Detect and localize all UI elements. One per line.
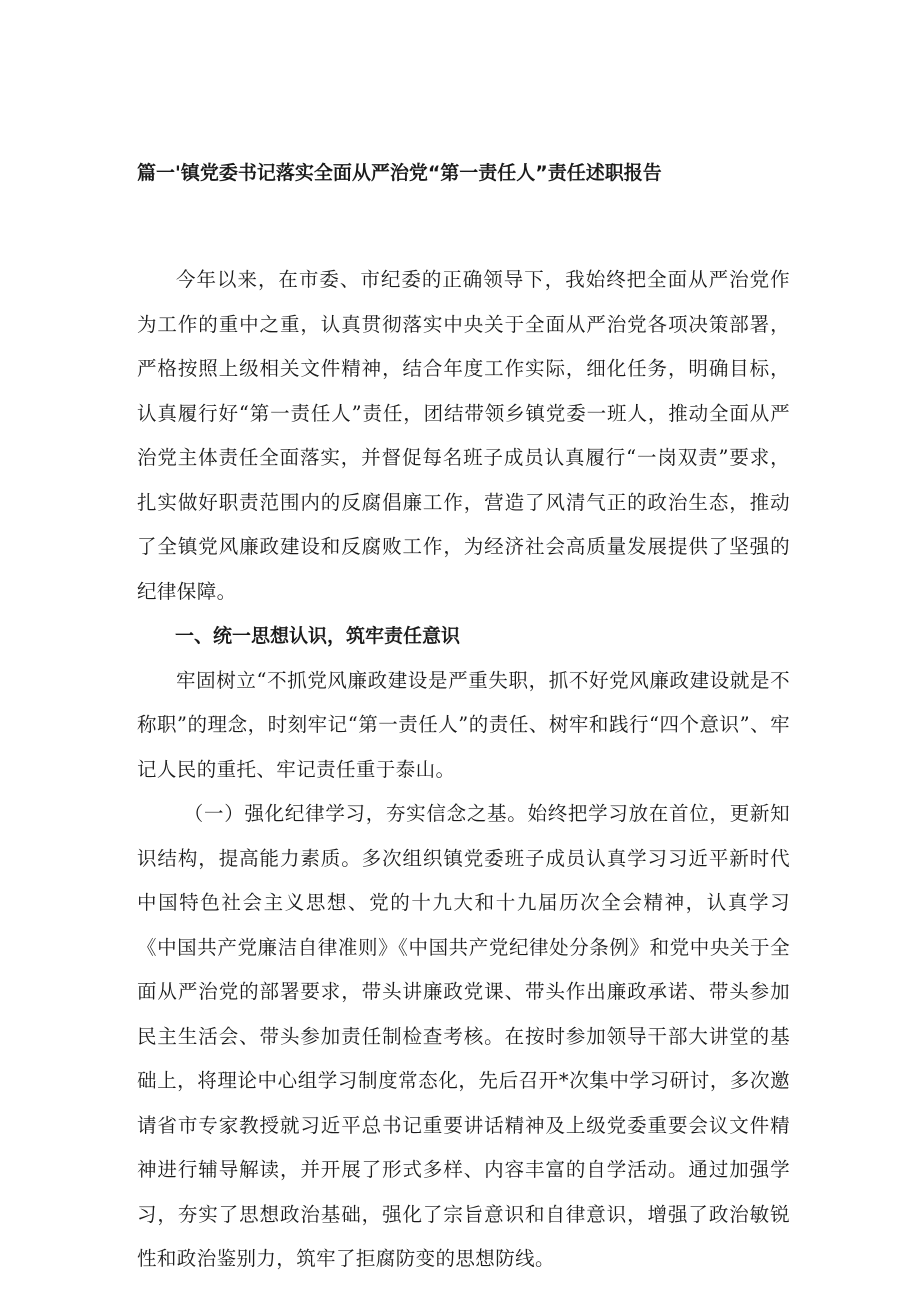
intro-paragraph: 今年以来，在市委、市纪委的正确领导下，我始终把全面从严治党作为工作的重中之重，认真贯彻落实中央关于全面从严治党各项决策部署，严格按照上级相关文件精神，结合年度工作实际，细化任务，明确目标，认真履行好“第一责任人”责任，团结带领乡镇党委一班人，推动全面从严治党主体责任全面落实，并督促每名班子成员认真履行“一岗双责”要求，扎实做好职责范围内的反腐倡廉工作，营造了风清气正的政治生态，推动了全镇党风廉政建设和反腐败工作，为经济社会高质量发展提供了坚强的纪律保障。: [137, 268, 790, 603]
section-paragraph: 牢固树立“不抓党风廉政建设是严重失职，抓不好党风廉政建设就是不称职”的理念，时刻牢记“第一责任人”的责任、树牢和践行“四个意识”、牢记人民的重托、牢记责任重于泰山。: [137, 668, 790, 781]
section-heading: 一、统一思想认识，筑牢责任意识: [175, 625, 461, 647]
document-title: 篇一'镇党委书记落实全面从严治党“第一责任人”责任述职报告: [137, 162, 662, 184]
subsection-paragraph: （一）强化纪律学习，夯实信念之基。始终把学习放在首位，更新知识结构，提高能力素质。多次组织镇党委班子成员认真学习习近平新时代中国特色社会主义思想、党的十九大和十九届历次全会精神，认真学习《中国共产党廉洁自律准则》《中国共产党纪律处分条例》和党中央关于全面从严治党的部署要求，带头讲廉政党课、带头作出廉政承诺、带头参加民主生活会、带头参加责任制检查考核。在按时参加领导干部大讲堂的基础上，将理论中心组学习制度常态化，先后召开*次集中学习研讨，多次邀请省市专家教授就习近平总书记重要讲话精神及上级党委重要会议文件精神进行辅导解读，并开展了形式多样、内容丰富的自学活动。通过加强学习，夯实了思想政治基础，强化了宗旨意识和自律意识，增强了政治敏锐性和政治鉴别力，筑牢了拒腐防变的思想防线。: [137, 802, 790, 1270]
document-body: [137, 258, 790, 1282]
